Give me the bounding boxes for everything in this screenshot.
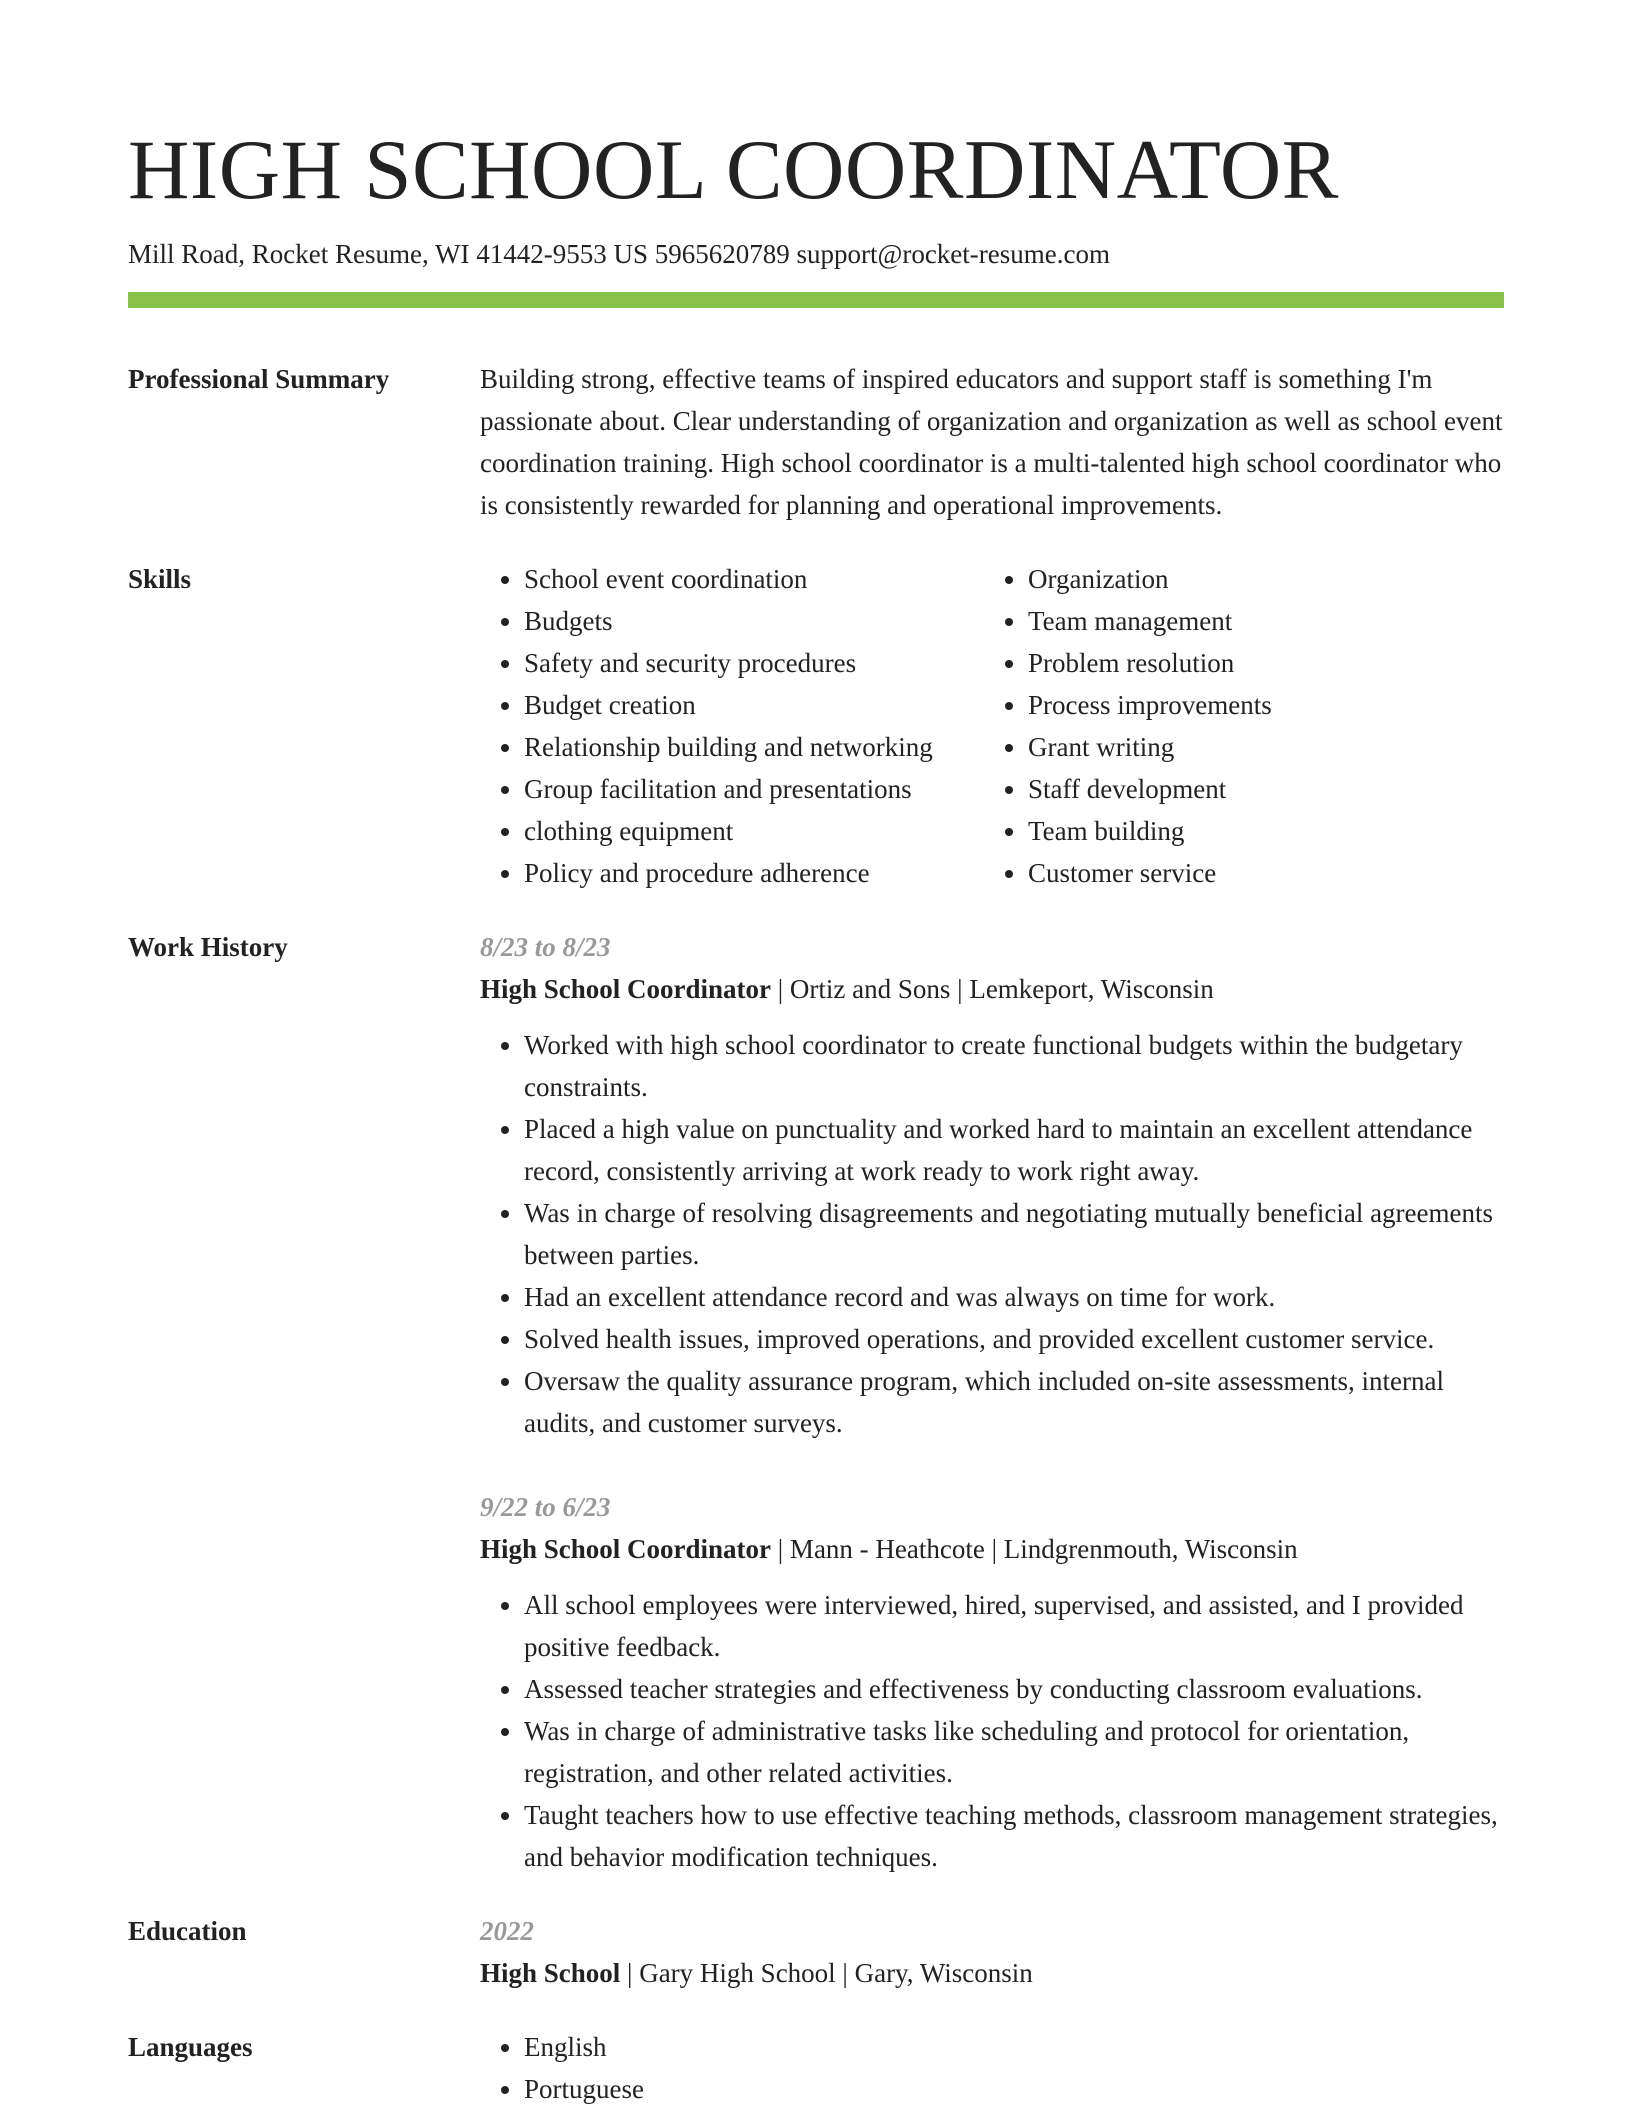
duty-item: • All school employees were interviewed, hired, supervised, and assisted, and I provided positive feedback.	[524, 1584, 1504, 1668]
skill-item: • Customer service	[1028, 852, 1488, 894]
job-entry	[480, 1486, 1504, 1878]
skill-item: • Team management	[1028, 600, 1488, 642]
job-date: 9/22 to 6/23	[480, 1492, 611, 1522]
skill-item: • Policy and procedure adherence	[524, 852, 984, 894]
duty-item: • Taught teachers how to use effective teaching methods, classroom management strategies, and behavior modification techniques.	[524, 1794, 1504, 1878]
work-history-section	[128, 926, 1504, 1878]
skills-section	[128, 558, 1504, 894]
summary-section	[128, 358, 1504, 526]
language-item: • Portuguese	[524, 2068, 1504, 2110]
summary-text: Building strong, effective teams of inspired educators and support staff is something I'm passionate about. Clear understanding of organization and organization as well as school event coordination training. High school coordinator is a multi-talented high school coordinator who is consistently rewarded for planning and operational improvements.	[480, 364, 1503, 520]
skills-label: Skills	[128, 564, 192, 594]
job-date: 8/23 to 8/23	[480, 932, 611, 962]
skill-item: • Group facilitation and presentations	[524, 768, 984, 810]
summary-label: Professional Summary	[128, 364, 390, 394]
education-label: Education	[128, 1916, 247, 1946]
language-item: • English	[524, 2026, 1504, 2068]
duty-item: • Was in charge of administrative tasks like scheduling and protocol for orientation, registration, and other related activities.	[524, 1710, 1504, 1794]
languages-label: Languages	[128, 2032, 253, 2062]
duty-item: • Was in charge of resolving disagreements and negotiating mutually beneficial agreements between parties.	[524, 1192, 1504, 1276]
job-details: | Mann - Heathcote | Lindgrenmouth, Wisconsin	[771, 1534, 1298, 1564]
job-entry	[480, 926, 1504, 1444]
languages-section	[128, 2026, 1504, 2110]
duty-item: • Worked with high school coordinator to create functional budgets within the budgetary constraints.	[524, 1024, 1504, 1108]
job-details: | Ortiz and Sons | Lemkeport, Wisconsin	[771, 974, 1214, 1004]
work-history-label: Work History	[128, 932, 288, 962]
skill-item: • clothing equipment	[524, 810, 984, 852]
skill-item: • Process improvements	[1028, 684, 1488, 726]
skill-item: • Budgets	[524, 600, 984, 642]
skill-item: • Organization	[1028, 558, 1488, 600]
education-line	[480, 1952, 1504, 1994]
skill-item: • Team building	[1028, 810, 1488, 852]
job-role-line	[480, 1528, 1504, 1570]
skill-item: • Safety and security procedures	[524, 642, 984, 684]
skill-item: • School event coordination	[524, 558, 984, 600]
education-degree: High School	[480, 1958, 621, 1988]
skill-item: • Problem resolution	[1028, 642, 1488, 684]
education-section	[128, 1910, 1504, 1994]
duty-item: • Had an excellent attendance record and was always on time for work.	[524, 1276, 1504, 1318]
duty-item: • Solved health issues, improved operations, and provided excellent customer service.	[524, 1318, 1504, 1360]
skills-column-left	[480, 558, 984, 894]
duty-item: • Oversaw the quality assurance program, which included on-site assessments, internal audits, and customer surveys.	[524, 1360, 1504, 1444]
duty-item: • Assessed teacher strategies and effectiveness by conducting classroom evaluations.	[524, 1668, 1504, 1710]
education-details: | Gary High School | Gary, Wisconsin	[620, 1958, 1033, 1988]
skills-column-right	[984, 558, 1488, 894]
job-duties	[480, 1024, 1504, 1444]
job-duties	[480, 1584, 1504, 1878]
skill-item: • Budget creation	[524, 684, 984, 726]
skill-item: • Staff development	[1028, 768, 1488, 810]
education-date: 2022	[480, 1916, 534, 1946]
job-title: High School Coordinator	[480, 1534, 772, 1564]
job-title: High School Coordinator	[480, 974, 772, 1004]
skill-item: • Grant writing	[1028, 726, 1488, 768]
languages-list	[480, 2026, 1504, 2110]
contact-line: Mill Road, Rocket Resume, WI 41442-9553 US 5965620789 support@rocket-resume.com	[128, 239, 1110, 269]
duty-item: • Placed a high value on punctuality and worked hard to maintain an excellent attendance record, consistently arriving at work ready to work right away.	[524, 1108, 1504, 1192]
resume-title: HIGH SCHOOL COORDINATOR	[128, 123, 1340, 217]
job-role-line	[480, 968, 1504, 1010]
header-divider	[128, 292, 1504, 308]
skill-item: • Relationship building and networking	[524, 726, 984, 768]
